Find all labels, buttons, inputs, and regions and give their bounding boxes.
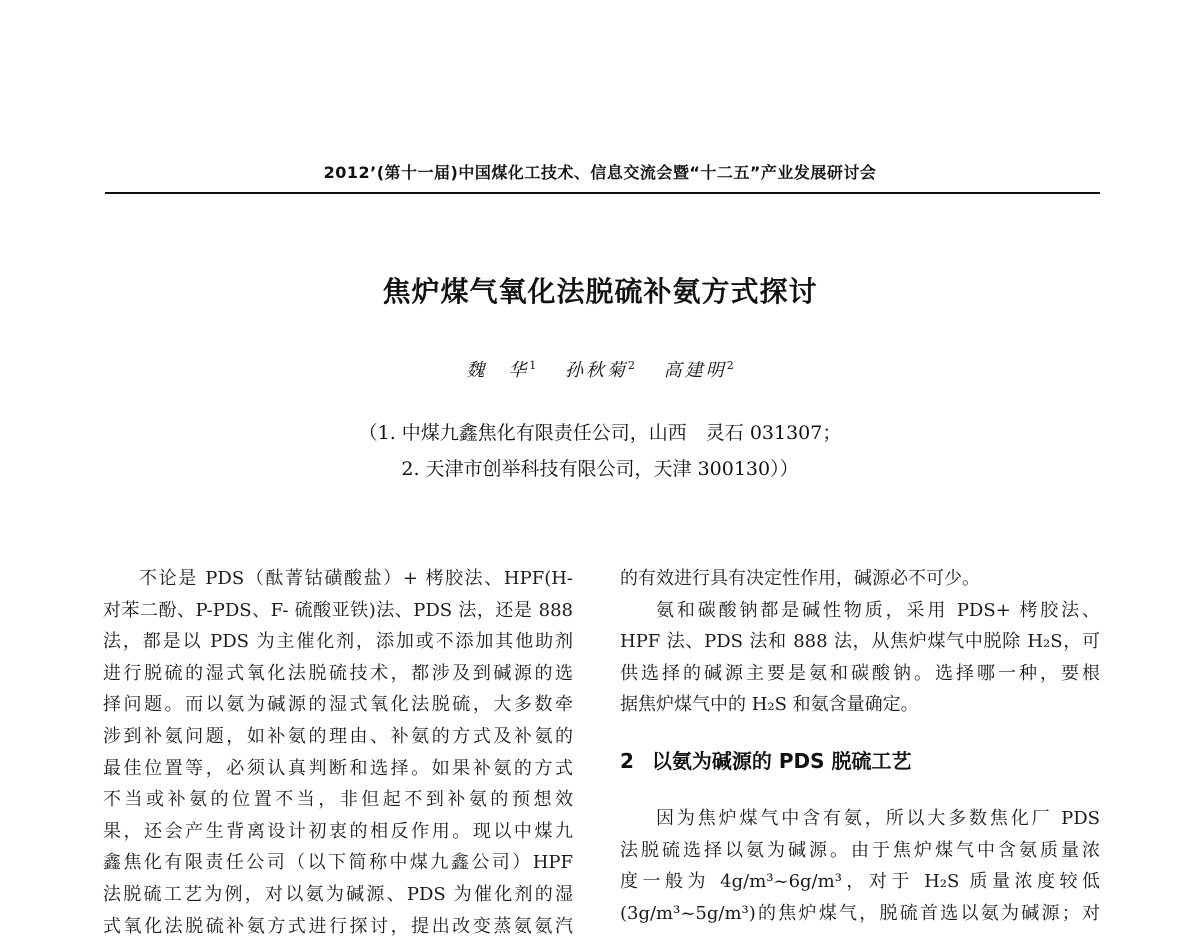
- affiliation-2: 2. 天津市创举科技有限公司，天津 300130））: [401, 458, 799, 480]
- body-line: 最佳位置等，必须认真判断和选择。如果补氨的方式: [103, 757, 573, 779]
- body-line: (3g/m³~5g/m³)的焦炉煤气，脱硫首选以氨为碱源；对: [620, 902, 1100, 924]
- author-3: 高建明$^2$: [663, 359, 734, 381]
- section-title: 以氨为碱源的 PDS 脱硫工艺: [651, 748, 912, 773]
- section-number: 2: [620, 748, 634, 773]
- body-line: 法脱硫工艺为例，对以氨为碱源、PDS 为催化剂的湿: [103, 883, 573, 905]
- affiliation-1: （1. 中煤九鑫焦化有限责任公司，山西 灵石 031307；: [358, 422, 842, 444]
- body-line: 法，都是以 PDS 为主催化剂，添加或不添加其他助剂: [103, 631, 573, 653]
- body-line: 果，还会产生背离设计初衷的相反作用。现以中煤九: [103, 820, 573, 842]
- body-line: HPF 法、PDS 法和 888 法，从焦炉煤气中脱除 H₂S，可: [620, 631, 1100, 653]
- body-line: 对苯二酚、P-PDS、F- 硫酸亚铁)法、PDS 法，还是 888: [103, 599, 573, 621]
- paper-title: 焦炉煤气氧化法脱硫补氨方式探讨: [382, 275, 818, 308]
- section-heading: [620, 741, 1100, 781]
- header-rule: [105, 192, 1100, 194]
- body-line: 择问题。而以氨为碱源的湿式氧化法脱硫，大多数牵: [103, 694, 573, 716]
- body-line: 氨和碳酸钠都是碱性物质，采用 PDS+ 栲胶法、: [656, 599, 1100, 621]
- body-line: 据焦炉煤气中的 H₂S 和氨含量确定。: [620, 694, 919, 716]
- right-column: [620, 563, 1100, 929]
- body-line: 的有效进行具有决定性作用，碱源必不可少。: [620, 568, 980, 589]
- body-line: 供选择的碱源主要是氨和碳酸钠。选择哪一种，要根: [620, 662, 1100, 684]
- body-line: 鑫焦化有限责任公司（以下简称中煤九鑫公司）HPF: [103, 852, 573, 874]
- body-line: 式氧化法脱硫补氨方式进行探讨，提出改变蒸氨氨汽: [103, 915, 573, 937]
- body-line: 进行脱硫的湿式氧化法脱硫技术，都涉及到碱源的选: [103, 662, 573, 684]
- body-line: 因为焦炉煤气中含有氨，所以大多数焦化厂 PDS: [656, 807, 1100, 829]
- left-column: [103, 563, 573, 942]
- running-header: 2012’(第十一届)中国煤化工技术、信息交流会暨“十二五”产业发展研讨会: [323, 163, 877, 182]
- body-line: 法脱硫选择以氨为碱源。由于焦炉煤气中含氨质量浓: [620, 839, 1100, 861]
- author-1: 魏 华$^1$: [466, 359, 537, 381]
- body-line: 涉到补氨问题，如补氨的理由、补氨的方式及补氨的: [103, 725, 573, 747]
- body-line: 度一般为 4g/m³~6g/m³，对于 H₂S 质量浓度较低: [620, 871, 1100, 893]
- author-2: 孙秋菊$^2$: [565, 359, 635, 381]
- body-line: 不当或补氨的位置不当，非但起不到补氨的预想效: [103, 789, 573, 811]
- author-list: [0, 356, 1200, 382]
- body-line: 不论是 PDS（酞菁钴磺酸盐）+ 栲胶法、HPF(H-: [139, 568, 573, 589]
